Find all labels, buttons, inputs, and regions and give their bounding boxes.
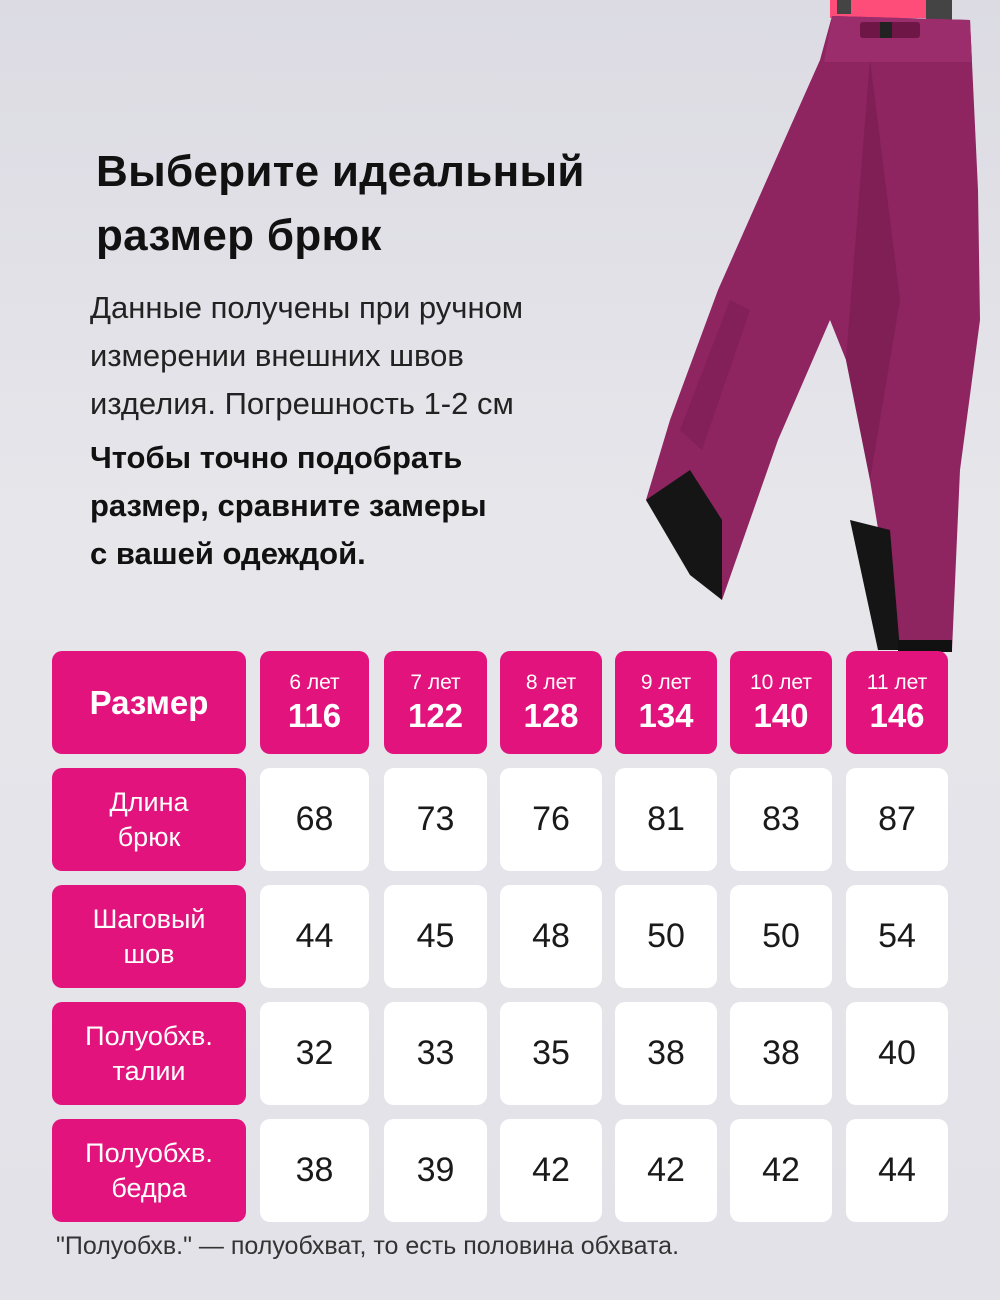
headline-line-2: размер брюк: [96, 211, 382, 260]
measurement-value-cell: 39: [384, 1119, 487, 1222]
size-column-header: [615, 651, 717, 754]
advice-line-2: размер, сравните замеры: [90, 488, 487, 523]
disclaimer-line-2: измерении внешних швов: [90, 338, 464, 373]
headline-line-1: Выберите идеальный: [96, 147, 585, 196]
measurement-value-cell: 42: [615, 1119, 717, 1222]
measurement-value-cell: 81: [615, 768, 717, 871]
footnote: "Полуобхв." — полуобхват, то есть половина обхвата.: [56, 1232, 680, 1260]
height-size-label: 146: [869, 696, 925, 734]
measurement-label-cell: [52, 1002, 246, 1105]
age-label: 8 лет: [525, 670, 577, 694]
measurement-value-cell: 44: [260, 885, 369, 988]
height-size-label: 122: [407, 696, 464, 734]
measurement-value-cell: 38: [615, 1002, 717, 1105]
measurement-label-line-2: брюк: [117, 821, 181, 852]
measurement-label-line-1: Полуобхв.: [85, 1137, 213, 1168]
measurement-value-cell: 32: [260, 1002, 369, 1105]
age-label: 7 лет: [410, 670, 461, 694]
size-column-header: [500, 651, 602, 754]
disclaimer-line-3: изделия. Погрешность 1-2 см: [90, 386, 514, 421]
measurement-label-cell: [52, 768, 246, 871]
disclaimer-line-1: Данные получены при ручном: [90, 290, 524, 325]
age-label: 10 лет: [749, 670, 813, 694]
measurement-value-cell: 73: [384, 768, 487, 871]
advice-line-1: Чтобы точно подобрать: [90, 440, 463, 475]
measurement-label-line-1: Шаговый: [92, 903, 206, 934]
height-size-label: 140: [753, 696, 809, 734]
measurement-disclaimer: [90, 284, 650, 428]
height-size-label: 134: [638, 696, 694, 734]
size-column-header: [730, 651, 832, 754]
age-label: 11 лет: [866, 670, 928, 694]
measurement-value-cell: 76: [500, 768, 602, 871]
size-column-header: [260, 651, 369, 754]
advice-line-3: с вашей одеждой.: [90, 536, 366, 571]
measurement-value-cell: 42: [500, 1119, 602, 1222]
strap-left: [837, 0, 851, 14]
measurement-label-line-1: Длина: [109, 786, 189, 817]
measurement-value-cell: 50: [615, 885, 717, 988]
age-label: 9 лет: [640, 670, 692, 694]
sizing-advice: [90, 434, 630, 578]
size-column-header: [384, 651, 487, 754]
measurement-value-cell: 44: [846, 1119, 948, 1222]
measurement-label-line-2: шов: [123, 938, 175, 969]
measurement-value-cell: 68: [260, 768, 369, 871]
measurement-value-cell: 40: [846, 1002, 948, 1105]
measurement-value-cell: 45: [384, 885, 487, 988]
measurement-value-cell: 42: [730, 1119, 832, 1222]
measurement-label-line-2: бедра: [111, 1172, 187, 1203]
measurement-label-cell: [52, 1119, 246, 1222]
size-header-label: Размер: [89, 684, 209, 721]
size-column-header: [846, 651, 948, 754]
size-header-cell: [52, 651, 246, 754]
measurement-value-cell: 35: [500, 1002, 602, 1105]
measurement-value-cell: 38: [260, 1119, 369, 1222]
height-size-label: 128: [523, 696, 579, 734]
measurement-value-cell: 87: [846, 768, 948, 871]
measurement-label-cell: [52, 885, 246, 988]
measurement-value-cell: 50: [730, 885, 832, 988]
height-size-label: 116: [287, 696, 342, 734]
headline: [96, 140, 636, 268]
age-label: 6 лет: [289, 670, 340, 694]
measurement-label-line-2: талии: [112, 1055, 186, 1086]
measurement-value-cell: 38: [730, 1002, 832, 1105]
measurement-label-line-1: Полуобхв.: [85, 1020, 213, 1051]
measurement-value-cell: 83: [730, 768, 832, 871]
measurement-value-cell: 33: [384, 1002, 487, 1105]
measurement-value-cell: 48: [500, 885, 602, 988]
measurement-value-cell: 54: [846, 885, 948, 988]
